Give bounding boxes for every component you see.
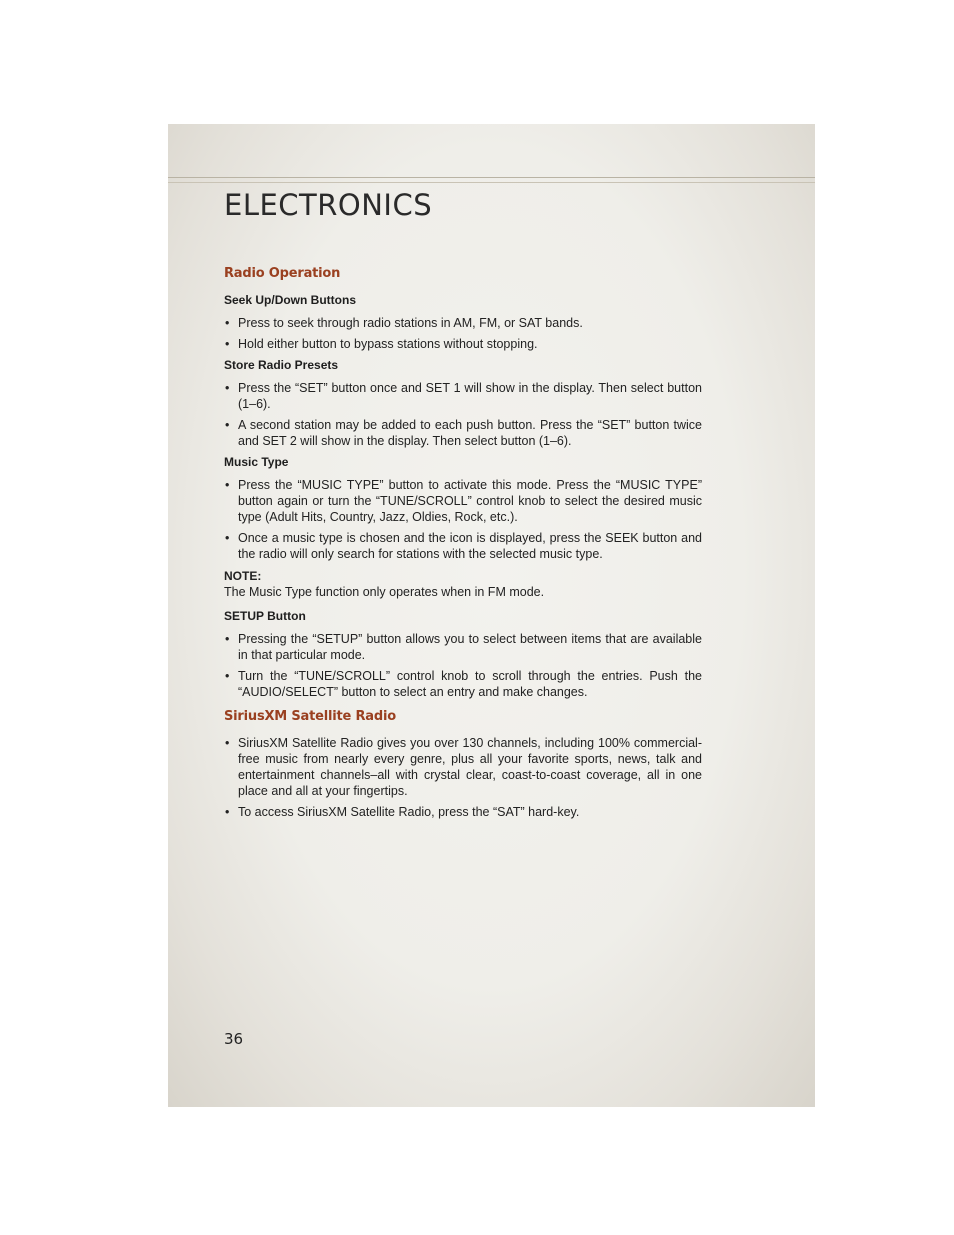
radio-operation-heading: Radio Operation — [224, 266, 341, 281]
list-item: • Press the “MUSIC TYPE” button to activate this mode. Press the “MUSIC TYPE” button again or turn the “TUNE/SCROLL” control knob to select the desired music type (Adult Hits, Country, Jazz, Oldies, Rock, etc.). — [224, 477, 702, 525]
siriusxm-heading: SiriusXM Satellite Radio — [224, 709, 396, 724]
page-number: 36 — [224, 1030, 244, 1048]
list-item: • Pressing the “SETUP” button allows you to select between items that are available in that particular mode. — [224, 631, 702, 663]
store-presets-heading: Store Radio Presets — [224, 358, 339, 372]
setup-button-list — [224, 631, 702, 700]
list-item: • To access SiriusXM Satellite Radio, press the “SAT” hard-key. — [224, 804, 702, 820]
header-rule — [168, 177, 815, 178]
seek-buttons-list — [224, 315, 702, 352]
list-item: • Press to seek through radio stations in AM, FM, or SAT bands. — [224, 315, 702, 331]
list-item: • SiriusXM Satellite Radio gives you over 130 channels, including 100% commercial-free music from nearly every genre, plus all your favorite sports, news, talk and entertainment channels–all with crystal clear, coast-to-coast coverage, all in one place and all at your fingertips. — [224, 735, 702, 799]
list-item: • Turn the “TUNE/SCROLL” control knob to scroll through the entries. Push the “AUDIO/SELECT” button to select an entry and make changes. — [224, 668, 702, 700]
list-item: • Press the “SET” button once and SET 1 will show in the display. Then select button (1–6). — [224, 380, 702, 412]
section-title: ELECTRONICS — [224, 188, 433, 222]
store-presets-list — [224, 380, 702, 449]
setup-button-heading: SETUP Button — [224, 609, 306, 623]
page-content — [224, 266, 702, 825]
music-type-heading: Music Type — [224, 455, 289, 469]
siriusxm-list — [224, 735, 702, 820]
header-rule-secondary — [168, 182, 815, 183]
note-text: The Music Type function only operates when in FM mode. — [224, 585, 545, 599]
list-item: • A second station may be added to each push button. Press the “SET” button twice and SET 2 will show in the display. Then select button (1–6). — [224, 417, 702, 449]
music-type-list — [224, 477, 702, 562]
manual-page — [168, 124, 815, 1107]
seek-buttons-heading: Seek Up/Down Buttons — [224, 293, 357, 307]
list-item: • Once a music type is chosen and the icon is displayed, press the SEEK button and the radio will only search for stations with the selected music type. — [224, 530, 702, 562]
note-label: NOTE: — [224, 569, 262, 583]
list-item: • Hold either button to bypass stations without stopping. — [224, 336, 702, 352]
